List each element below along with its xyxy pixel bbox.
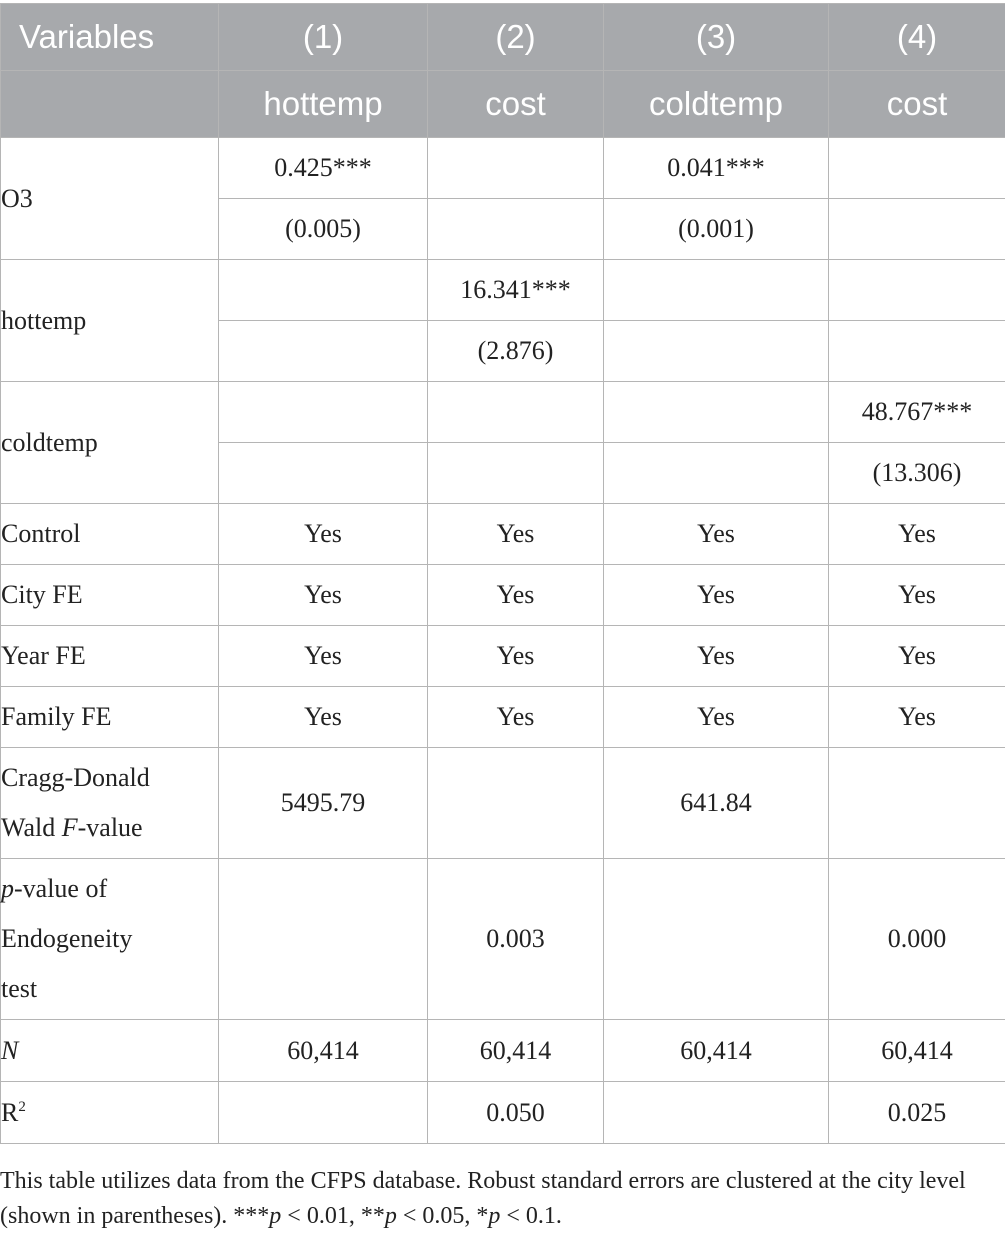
cell: 16.341*** bbox=[428, 260, 604, 321]
cell bbox=[219, 1082, 428, 1144]
table-row-year-fe bbox=[1, 626, 1005, 687]
note-p2: p bbox=[384, 1203, 397, 1229]
cell bbox=[219, 382, 428, 443]
row-label-city-fe: City FE bbox=[1, 565, 219, 626]
cell bbox=[604, 1082, 829, 1144]
table-row-coldtemp-coef bbox=[1, 382, 1005, 443]
cell bbox=[604, 859, 829, 1020]
cell bbox=[829, 260, 1005, 321]
row-label-coldtemp: coldtemp bbox=[1, 382, 219, 504]
table-row-o3-coef bbox=[1, 138, 1005, 199]
cell: (13.306) bbox=[829, 443, 1005, 504]
note-p3: p bbox=[488, 1203, 501, 1229]
table-row-city-fe bbox=[1, 565, 1005, 626]
endog-line3: test bbox=[1, 974, 38, 1003]
cell: Yes bbox=[829, 565, 1005, 626]
note-t2: < 0.05, * bbox=[396, 1203, 489, 1229]
header-row-columns bbox=[1, 4, 1005, 71]
endog-p: p bbox=[1, 874, 14, 903]
cell bbox=[428, 748, 604, 859]
cell: Yes bbox=[428, 687, 604, 748]
cell: Yes bbox=[604, 565, 829, 626]
header-dep-3: coldtemp bbox=[604, 71, 829, 138]
table-footnote bbox=[0, 1164, 1000, 1234]
cell: Yes bbox=[219, 565, 428, 626]
cell: Yes bbox=[829, 626, 1005, 687]
results-table bbox=[0, 3, 1005, 1144]
cell: Yes bbox=[428, 626, 604, 687]
cell: (2.876) bbox=[428, 321, 604, 382]
cell bbox=[604, 382, 829, 443]
row-label-control: Control bbox=[1, 504, 219, 565]
cell: (0.005) bbox=[219, 199, 428, 260]
cell: Yes bbox=[219, 687, 428, 748]
cell bbox=[604, 260, 829, 321]
cell: Yes bbox=[829, 504, 1005, 565]
cell: Yes bbox=[604, 504, 829, 565]
table-row-endogeneity bbox=[1, 859, 1005, 1020]
row-label-family-fe: Family FE bbox=[1, 687, 219, 748]
cell bbox=[604, 321, 829, 382]
note-text: This table utilizes data from the CFPS database. Robust standard errors are clustered at the city level (shown in parentheses). *** bbox=[0, 1168, 966, 1229]
cell bbox=[219, 859, 428, 1020]
table-row-r2 bbox=[1, 1082, 1005, 1144]
table-row-family-fe bbox=[1, 687, 1005, 748]
cell: 0.003 bbox=[428, 859, 604, 1020]
cell bbox=[219, 443, 428, 504]
cell bbox=[219, 321, 428, 382]
row-label-n: N bbox=[1, 1020, 219, 1082]
cell: Yes bbox=[604, 687, 829, 748]
table-row-hottemp-coef bbox=[1, 260, 1005, 321]
row-label-o3: O3 bbox=[1, 138, 219, 260]
cell bbox=[829, 138, 1005, 199]
cell bbox=[428, 443, 604, 504]
cell bbox=[604, 443, 829, 504]
cell: Yes bbox=[604, 626, 829, 687]
cell bbox=[428, 138, 604, 199]
cell: 5495.79 bbox=[219, 748, 428, 859]
cell bbox=[829, 199, 1005, 260]
note-p1: p bbox=[269, 1203, 282, 1229]
note-t3: < 0.1. bbox=[500, 1203, 562, 1229]
cell bbox=[829, 321, 1005, 382]
cell: Yes bbox=[428, 504, 604, 565]
r2-r: R bbox=[1, 1097, 19, 1127]
r2-sup: 2 bbox=[18, 1098, 26, 1115]
cell bbox=[428, 199, 604, 260]
header-variables: Variables bbox=[1, 4, 219, 71]
row-label-hottemp: hottemp bbox=[1, 260, 219, 382]
cell: 0.050 bbox=[428, 1082, 604, 1144]
cell: Yes bbox=[428, 565, 604, 626]
cragg-line2-pre: Wald bbox=[1, 813, 62, 842]
row-label-cragg-donald bbox=[1, 748, 219, 859]
row-label-endogeneity bbox=[1, 859, 219, 1020]
cell: 60,414 bbox=[604, 1020, 829, 1082]
cell: 60,414 bbox=[219, 1020, 428, 1082]
table-row-control bbox=[1, 504, 1005, 565]
header-empty bbox=[1, 71, 219, 138]
header-col-1: (1) bbox=[219, 4, 428, 71]
table-row-cragg-donald bbox=[1, 748, 1005, 859]
note-t1: < 0.01, ** bbox=[281, 1203, 385, 1229]
cell: 48.767*** bbox=[829, 382, 1005, 443]
cell: Yes bbox=[829, 687, 1005, 748]
table-row-n bbox=[1, 1020, 1005, 1082]
header-row-deps bbox=[1, 71, 1005, 138]
cell: Yes bbox=[219, 504, 428, 565]
cell: (0.001) bbox=[604, 199, 829, 260]
cell bbox=[428, 382, 604, 443]
endog-line1: -value of bbox=[14, 874, 108, 903]
cell: 0.425*** bbox=[219, 138, 428, 199]
cell: 0.025 bbox=[829, 1082, 1005, 1144]
cell: 60,414 bbox=[829, 1020, 1005, 1082]
cragg-line2-post: -value bbox=[77, 813, 143, 842]
header-dep-1: hottemp bbox=[219, 71, 428, 138]
header-col-2: (2) bbox=[428, 4, 604, 71]
cell bbox=[219, 260, 428, 321]
header-col-4: (4) bbox=[829, 4, 1005, 71]
cell: 0.000 bbox=[829, 859, 1005, 1020]
header-col-3: (3) bbox=[604, 4, 829, 71]
row-label-r2 bbox=[1, 1082, 219, 1144]
endog-line2: Endogeneity bbox=[1, 924, 133, 953]
cell bbox=[829, 748, 1005, 859]
cragg-line1: Cragg-Donald bbox=[1, 763, 150, 792]
header-dep-4: cost bbox=[829, 71, 1005, 138]
cell: 641.84 bbox=[604, 748, 829, 859]
header-dep-2: cost bbox=[428, 71, 604, 138]
row-label-year-fe: Year FE bbox=[1, 626, 219, 687]
cell: 60,414 bbox=[428, 1020, 604, 1082]
cragg-line2-f: F bbox=[61, 813, 78, 842]
cell: 0.041*** bbox=[604, 138, 829, 199]
cell: Yes bbox=[219, 626, 428, 687]
